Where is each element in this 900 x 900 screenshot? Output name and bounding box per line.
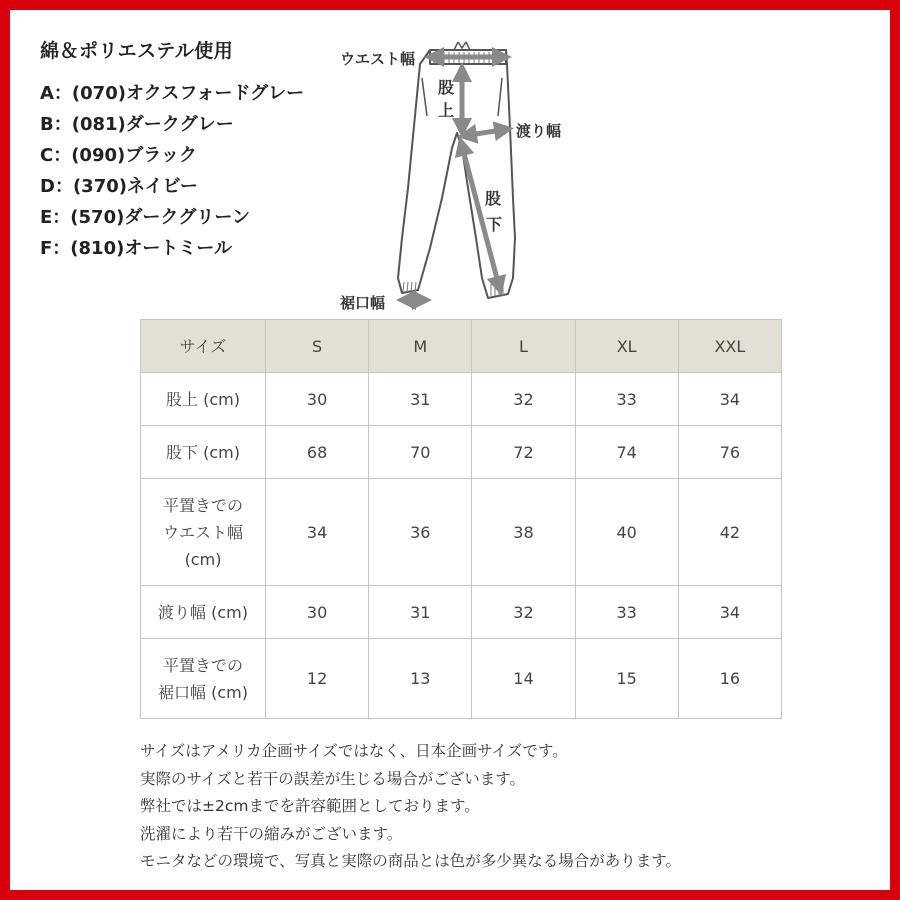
table-cell: 36	[369, 479, 472, 586]
table-row	[141, 426, 782, 479]
note-line: 洗濯により若干の縮みがございます。	[140, 824, 403, 843]
size-header-corner: サイズ	[141, 320, 266, 373]
row-label-line: 平置きでの	[162, 495, 243, 515]
color-option-f: F：(810)オートミール	[40, 238, 232, 259]
size-header-cell: XXL	[678, 320, 781, 373]
table-cell: 31	[369, 373, 472, 426]
size-table	[140, 319, 782, 719]
material-text: 綿＆ポリエステル使用	[40, 40, 234, 62]
row-label-line: 裾口幅 (cm)	[158, 682, 248, 702]
row-label	[141, 639, 266, 719]
color-option-c: C：(090)ブラック	[40, 145, 197, 166]
table-row	[141, 373, 782, 426]
table-cell: 34	[678, 586, 781, 639]
label-thigh: 渡り幅	[516, 122, 562, 140]
notes-block	[140, 738, 681, 876]
table-cell: 40	[575, 479, 678, 586]
table-cell: 33	[575, 586, 678, 639]
row-label-line: 平置きでの	[162, 655, 243, 675]
table-cell: 12	[266, 639, 369, 719]
table-row	[141, 639, 782, 719]
thigh-arrow	[463, 129, 508, 136]
row-label-line: (cm)	[184, 549, 222, 569]
note-line: 実際のサイズと若干の誤差が生じる場合がございます。	[140, 769, 526, 788]
color-option-d: D：(370)ネイビー	[40, 176, 198, 197]
table-cell: 72	[472, 426, 575, 479]
table-cell: 32	[472, 373, 575, 426]
label-inseam-1: 股	[485, 189, 502, 208]
table-row	[141, 479, 782, 586]
label-hem: 裾口幅	[340, 294, 386, 312]
color-option-e: E：(570)ダークグリーン	[40, 207, 250, 228]
table-cell: 38	[472, 479, 575, 586]
row-label	[141, 479, 266, 586]
color-option-b: B：(081)ダークグレー	[40, 114, 234, 135]
table-cell: 34	[678, 373, 781, 426]
table-cell: 76	[678, 426, 781, 479]
label-inseam-2: 下	[486, 215, 503, 234]
table-cell: 32	[472, 586, 575, 639]
table-cell: 16	[678, 639, 781, 719]
table-cell: 14	[472, 639, 575, 719]
table-row	[141, 586, 782, 639]
size-header-cell: L	[472, 320, 575, 373]
size-header-cell: M	[369, 320, 472, 373]
pants-measurement-diagram	[330, 38, 600, 313]
label-rise-1: 股	[438, 78, 455, 97]
row-label-line: ウエスト幅	[162, 522, 243, 542]
table-cell: 13	[369, 639, 472, 719]
table-cell: 30	[266, 586, 369, 639]
table-cell: 68	[266, 426, 369, 479]
size-header-cell: S	[266, 320, 369, 373]
row-label: 股下 (cm)	[141, 426, 266, 479]
note-line: 弊社では±2cmまでを許容範囲としております。	[140, 797, 480, 815]
table-cell: 42	[678, 479, 781, 586]
row-label: 股上 (cm)	[141, 373, 266, 426]
table-cell: 70	[369, 426, 472, 479]
size-header-row	[141, 320, 782, 373]
table-cell: 34	[266, 479, 369, 586]
note-line: サイズはアメリカ企画サイズではなく、日本企画サイズです。	[140, 742, 568, 760]
note-line: モニタなどの環境で、写真と実際の商品とは色が多少異なる場合があります。	[140, 852, 681, 870]
drawstring-icon	[454, 42, 470, 50]
table-cell: 74	[575, 426, 678, 479]
table-cell: 30	[266, 373, 369, 426]
table-cell: 15	[575, 639, 678, 719]
table-cell: 33	[575, 373, 678, 426]
row-label: 渡り幅 (cm)	[141, 586, 266, 639]
label-rise-2: 上	[438, 101, 455, 120]
table-cell: 31	[369, 586, 472, 639]
label-waist: ウエスト幅	[340, 50, 416, 68]
color-list	[40, 78, 304, 264]
color-option-a: A：(070)オクスフォードグレー	[40, 83, 305, 104]
size-header-cell: XL	[575, 320, 678, 373]
pants-outline-icon	[398, 50, 515, 298]
